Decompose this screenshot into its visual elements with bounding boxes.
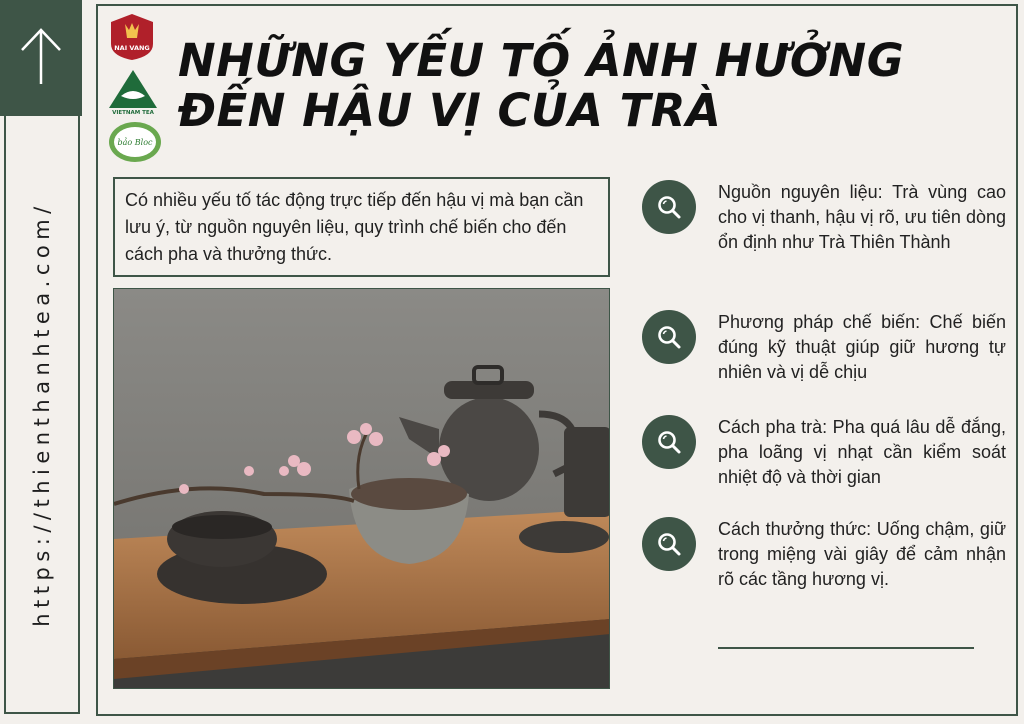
vietnam-tea-logo (107, 68, 159, 116)
factor-icon-circle (642, 180, 696, 234)
search-icon (656, 531, 682, 557)
bao-bloc-logo (107, 120, 163, 164)
title-line-1: NHỮNG YẾU TỐ ẢNH HƯỞNG (178, 34, 905, 87)
factor-text: Cách thưởng thức: Uống chậm, giữ trong miệng vài giây để cảm nhận rõ các tầng hương vị. (718, 519, 1006, 589)
factor-text: Cách pha trà: Pha quá lâu dễ đắng, pha loãng vị nhạt cần kiểm soát nhiệt độ và thời gian (718, 417, 1006, 487)
url-rail (4, 116, 80, 714)
factor-icon-circle (642, 415, 696, 469)
tea-set-photo (113, 288, 610, 689)
search-icon (656, 429, 682, 455)
search-icon (656, 324, 682, 350)
back-to-top-panel[interactable] (0, 0, 82, 116)
title-line-2: ĐẾN HẬU VỊ CỦA TRÀ (178, 84, 722, 137)
page-title (178, 36, 904, 136)
logo1-text: NAI VANG (114, 44, 150, 52)
factor-icon-circle (642, 310, 696, 364)
arrow-up-icon[interactable] (18, 24, 64, 88)
factor-text: Nguồn nguyên liệu: Trà vùng cao cho vị thanh, hậu vị rõ, ưu tiên dòng ổn định như Trà Thiên Thành (718, 182, 1006, 252)
search-icon (656, 194, 682, 220)
logo2-text: VIETNAM TEA (112, 110, 154, 116)
factor-icon-circle (642, 517, 696, 571)
nai-vang-logo (107, 12, 157, 62)
divider-line (718, 647, 974, 649)
logo3-text: bảo Bloc (117, 138, 153, 147)
intro-box: Có nhiều yếu tố tác động trực tiếp đến hậu vị mà bạn cần lưu ý, từ nguồn nguyên liệu, quy trình chế biến cho đến cách pha và thưởng thức. (113, 177, 610, 277)
website-url[interactable]: https://thienthanhtea.com/ (30, 201, 54, 627)
factor-text: Phương pháp chế biến: Chế biến đúng kỹ thuật giúp giữ hương tự nhiên và vị dễ chịu (718, 312, 1006, 382)
